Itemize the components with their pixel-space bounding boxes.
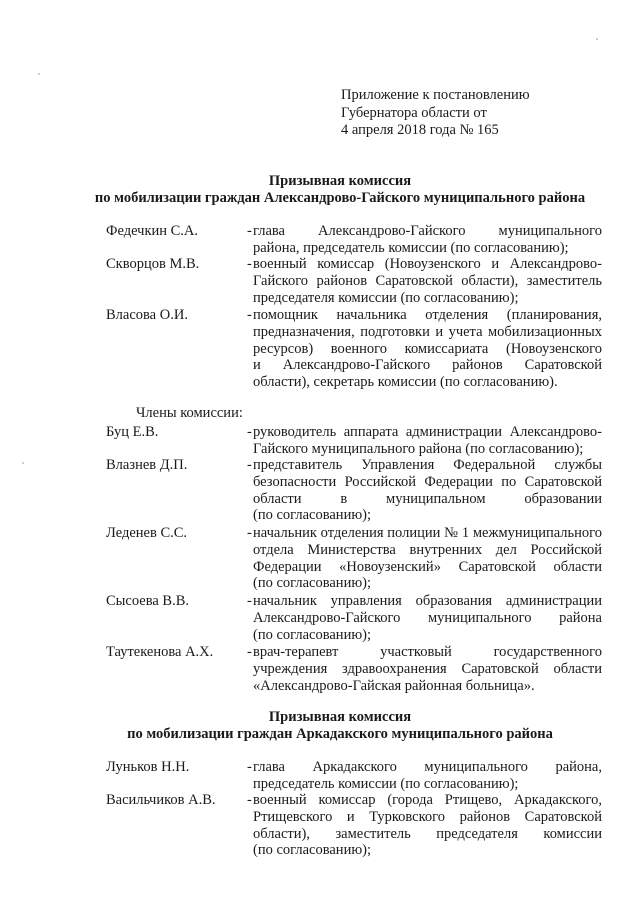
section1-title-line-1: Призывная комиссия [268,173,412,189]
member-description: начальник отделения полиции № 1 межмуниципального отдела Министерства внутренних дел Российской Федерации «Новоузенский» Саратовской области (по согласованию); [253,525,602,592]
scan-speck [38,73,40,75]
member-description: военный комиссар (города Ртищево, Аркадакского, Ртищевского и Турковского районов Саратовской области), заместитель председателя комиссии (по согласованию); [253,792,602,859]
appendix-header [341,87,530,140]
section1-title-line-2: по мобилизации граждан Александрово-Гайского муниципального района [94,190,586,206]
member-description: глава Аркадакского муниципального района, председатель комиссии (по согласованию); [253,759,602,792]
member-name: Федечкин С.А. [106,223,199,239]
member-description: военный комиссар (Новоузенского и Александрово- Гайского районов Саратовской области), заместитель председателя комиссии (по согласованию); [253,256,602,306]
scan-speck [22,462,24,464]
members-label: Члены комиссии: [136,405,243,421]
member-name: Влазнев Д.П. [106,457,188,473]
member-name: Васильчиков А.В. [106,792,216,808]
section2-title-line-2: по мобилизации граждан Аркадакского муниципального района [127,726,553,742]
appendix-line-2: Губернатора области от [341,104,487,121]
scan-speck [596,38,598,40]
member-description: представитель Управления Федеральной службы безопасности Российской Федерации по Саратовской области в муниципальном образовании (по согласованию); [253,457,602,524]
member-name: Сысоева В.В. [106,593,190,609]
member-name: Леденев С.С. [106,525,188,541]
section2-title [60,709,620,743]
member-name: Скворцов М.В. [106,256,200,272]
section1-title [60,173,620,207]
appendix-line-1: Приложение к постановлению [341,87,530,103]
section2-title-line-1: Призывная комиссия [268,709,412,725]
member-description: врач-терапевт участковый государственного учреждения здравоохранения Саратовской области «Александрово-Гайская районная больница». [253,644,602,694]
member-description: помощник начальника отделения (планирования, предназначения, подготовки и учета мобилизационных ресурсов) военного комиссариата (Новоузенского и Александрово-Гайского районов Саратовской области), секретарь комиссии (по согласованию). [253,307,602,391]
member-name: Таутекенова А.Х. [106,644,214,660]
member-name: Власова О.И. [106,307,188,323]
member-description: начальник управления образования администрации Александрово-Гайского муниципального района (по согласованию); [253,593,602,643]
member-name: Луньков Н.Н. [106,759,190,775]
appendix-line-3: 4 апреля 2018 года № 165 [341,122,499,138]
member-name: Буц Е.В. [106,424,159,440]
member-description: руководитель аппарата администрации Александрово- Гайского муниципального района (по согласованию); [253,424,602,457]
member-description: глава Александрово-Гайского муниципального района, председатель комиссии (по согласованию); [253,223,602,256]
